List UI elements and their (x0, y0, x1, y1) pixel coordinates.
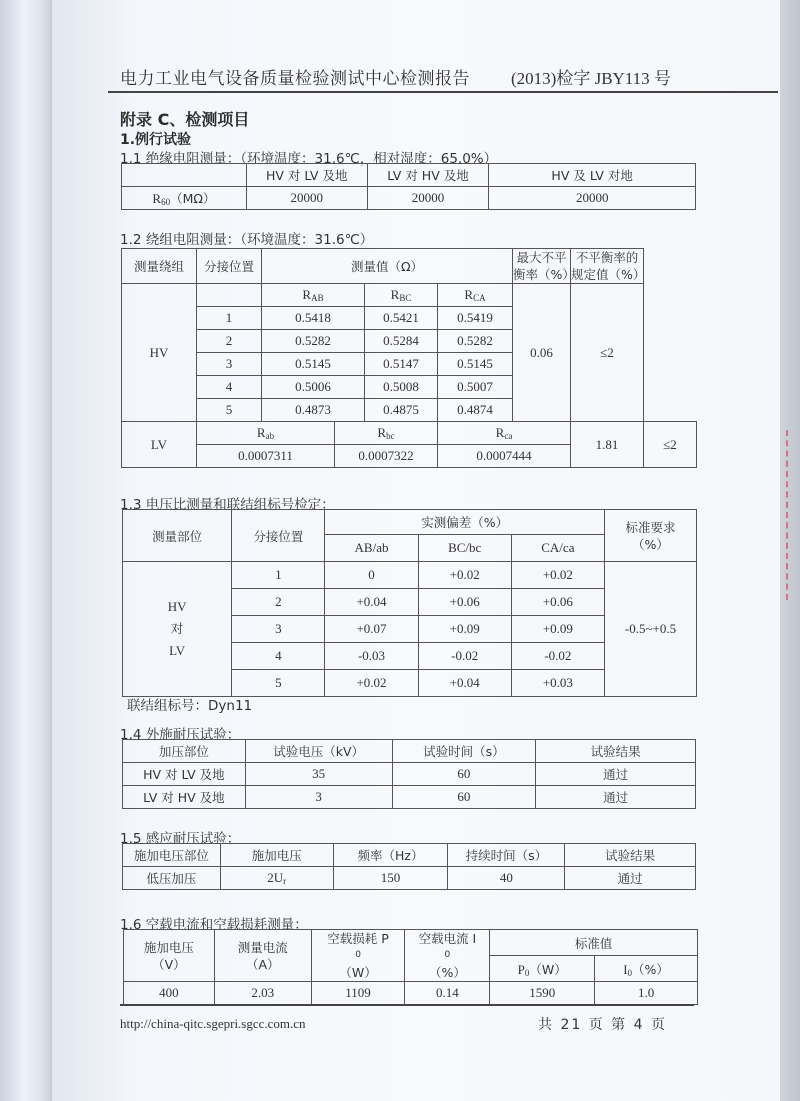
cell-value: 0.5147 (365, 353, 438, 376)
cell-value: LV 对 HV 及地 (123, 786, 246, 809)
header-loss (311, 930, 405, 982)
lv-limit: ≤2 (644, 422, 697, 468)
cell-value: +0.09 (511, 616, 604, 643)
cell-value: 40 (448, 867, 565, 890)
header-current (214, 930, 311, 982)
cell-value: 3 (245, 786, 392, 809)
tap-cell: 5 (232, 670, 325, 697)
text: R (464, 287, 474, 302)
text: 标准要求 (625, 519, 676, 535)
tap-cell: 3 (197, 353, 262, 376)
header-tap: 分接位置 (232, 510, 325, 562)
text: R (377, 425, 387, 440)
lv-max-unbalance: 1.81 (571, 422, 644, 468)
winding-caption: 1.2 绕组电阻测量：（环境温度：31.6℃） (120, 232, 374, 248)
vector-group: 联结组标号：Dyn11 (127, 698, 253, 714)
header-standard: 标准值 (490, 930, 698, 956)
cell-value: 低压加压 (123, 867, 221, 890)
table-row (124, 982, 698, 1005)
text: 空载损耗 P (327, 931, 389, 946)
header-voltage (124, 930, 215, 982)
table-row (123, 562, 697, 589)
text: （%） (632, 536, 669, 552)
column-header: 试验电压（kV） (245, 740, 392, 763)
induced-caption: 1.5 感应耐压试验： (120, 831, 241, 847)
report-header-title: 电力工业电气设备质量检验测试中心检测报告 (120, 69, 470, 89)
empty-cell (197, 284, 262, 307)
hv-limit: ≤2 (571, 284, 644, 422)
header-part: 测量部位 (123, 510, 232, 562)
header-winding: 测量绕组 (122, 249, 197, 284)
text: R (256, 425, 266, 440)
text: （%） (632, 961, 669, 977)
cell-value: 150 (333, 867, 448, 890)
cell-value: 1.0 (595, 982, 698, 1005)
tap-cell: 1 (197, 307, 262, 330)
cell-value: +0.06 (418, 589, 511, 616)
column-header: 加压部位 (123, 740, 246, 763)
cell-value: 通过 (536, 786, 696, 809)
table-row (123, 763, 696, 786)
cell-value: 0.5145 (438, 353, 513, 376)
red-seal-stamp (786, 430, 794, 600)
cell-value: 0.14 (405, 982, 490, 1005)
text: 最大不平 (516, 250, 567, 265)
text: BC (399, 293, 412, 303)
header-divider (108, 91, 778, 93)
cell-value: 0.5006 (262, 376, 365, 399)
column-header: HV 及 LV 对地 (489, 164, 696, 187)
text: （W） (339, 965, 377, 980)
text: 0 (524, 967, 530, 978)
cell-value: 1590 (490, 982, 595, 1005)
tap-cell: 2 (232, 589, 325, 616)
text: 0 (444, 950, 451, 960)
col-ca: CA/ca (511, 535, 604, 562)
header-standard (604, 510, 696, 562)
header-std-p0 (490, 956, 595, 982)
column-header: 施加电压 (220, 844, 333, 867)
text: ab (265, 431, 275, 441)
col-ab: AB/ab (325, 535, 418, 562)
section-title: 1.例行试验 (120, 132, 192, 148)
label-main: R (152, 191, 162, 206)
text: HV (167, 599, 187, 614)
cell-value: 0.0007444 (438, 445, 571, 468)
text: 空载电流 I (418, 931, 477, 946)
cell-value: 1109 (311, 982, 405, 1005)
cell-value: +0.03 (511, 670, 604, 697)
text: R (390, 287, 400, 302)
header-deviation: 实测偏差（%） (325, 510, 605, 535)
appendix-title: 附录 C、检测项目 (120, 110, 250, 129)
text: 规定值（%） (571, 267, 646, 282)
text: LV (169, 643, 186, 658)
applied-voltage-table (122, 739, 696, 809)
insulation-table (121, 163, 696, 210)
cell-value: +0.09 (418, 616, 511, 643)
cell-value: 20000 (246, 187, 367, 210)
column-header: HV 对 LV 及地 (246, 164, 367, 187)
cell-value: 20000 (489, 187, 696, 210)
text: I (623, 961, 628, 977)
text: bc (386, 431, 395, 441)
text: 0 (355, 950, 361, 960)
cell-value: 60 (392, 786, 536, 809)
cell-value: 0.5008 (365, 376, 438, 399)
text: 不平衡率的 (575, 250, 639, 265)
text: （%） (428, 965, 466, 980)
text: CA (473, 293, 486, 303)
table-row (123, 786, 696, 809)
col-rca-lv (438, 422, 571, 445)
applied-caption: 1.4 外施耐压试验： (120, 727, 241, 743)
cell-value: 0.0007322 (335, 445, 438, 468)
ratio-table (122, 509, 697, 697)
tap-cell: 4 (197, 376, 262, 399)
tap-cell: 4 (232, 643, 325, 670)
header-max-unbalance (513, 249, 575, 284)
cell-value (220, 867, 333, 890)
cell-value: +0.06 (511, 589, 604, 616)
cell-value: 通过 (565, 867, 696, 890)
induced-voltage-table (122, 843, 696, 890)
cell-value: +0.04 (418, 670, 511, 697)
winding-table (121, 248, 697, 468)
standard-value: -0.5~+0.5 (604, 562, 696, 697)
column-header: 试验结果 (536, 740, 696, 763)
empty-header-cell (122, 164, 247, 187)
cell-value: 400 (124, 982, 215, 1005)
cell-value: 0.4874 (438, 399, 513, 422)
cell-value: 0.5418 (262, 307, 365, 330)
cell-value: 0.5282 (262, 330, 365, 353)
cell-value: 35 (245, 763, 392, 786)
report-number: (2013)检字 JBY113 号 (511, 69, 671, 88)
ratio-caption: 1.3 电压比测量和联结组标号检定： (120, 497, 335, 513)
cell-value: +0.02 (418, 562, 511, 589)
col-rbc (365, 284, 438, 307)
footer-url: http://china-qitc.sgepri.sgcc.com.cn (120, 1016, 306, 1031)
row-label (122, 187, 247, 210)
cell-value: 20000 (367, 187, 489, 210)
cell-value: 0.5421 (365, 307, 438, 330)
cell-value: 0.0007311 (197, 445, 335, 468)
cell-value: 0.5284 (365, 330, 438, 353)
col-rca (438, 284, 513, 307)
header-i0 (405, 930, 490, 982)
cell-value: 0.5007 (438, 376, 513, 399)
text: 衡率（%） (513, 267, 575, 282)
insulation-caption: 1.1 绝缘电阻测量：（环境温度：31.6℃，相对湿度：65.0%） (120, 151, 498, 167)
text: 2U (267, 870, 284, 885)
text: AB (311, 293, 324, 303)
cell-value: -0.03 (325, 643, 418, 670)
book-binding (0, 0, 52, 1101)
cell-value: -0.02 (511, 643, 604, 670)
cell-value: -0.02 (418, 643, 511, 670)
text: 测量电流 (237, 939, 288, 955)
cell-value: HV 对 LV 及地 (123, 763, 246, 786)
column-header: LV 对 HV 及地 (367, 164, 489, 187)
part-hv-lv (123, 562, 232, 697)
cell-value: +0.02 (325, 670, 418, 697)
label-unit: （MΩ） (170, 191, 216, 206)
cell-value: 0.4873 (262, 399, 365, 422)
text: R (495, 425, 505, 440)
column-header: 施加电压部位 (123, 844, 221, 867)
column-header: 试验时间（s） (392, 740, 536, 763)
cell-value: 2.03 (214, 982, 311, 1005)
column-header: 试验结果 (565, 844, 696, 867)
cell-value: +0.04 (325, 589, 418, 616)
hv-label: HV (122, 284, 197, 422)
text: ca (504, 431, 513, 441)
header-measured: 测量值（Ω） (262, 249, 513, 284)
table-row (123, 867, 696, 890)
tap-cell: 5 (197, 399, 262, 422)
cell-value: +0.07 (325, 616, 418, 643)
header-tap: 分接位置 (197, 249, 262, 284)
header-std-i0 (595, 956, 698, 982)
header-limit (571, 249, 644, 284)
label-sub: 60 (161, 197, 171, 207)
col-rab-lv (197, 422, 335, 445)
column-header: 持续时间（s） (448, 844, 565, 867)
text: R (302, 287, 312, 302)
cell-value: 0.5419 (438, 307, 513, 330)
tap-cell: 3 (232, 616, 325, 643)
cell-value: 0 (325, 562, 418, 589)
cell-value: 0.5282 (438, 330, 513, 353)
noload-caption: 1.6 空载电流和空载损耗测量： (120, 917, 308, 933)
text: （W） (529, 961, 567, 977)
text: r (283, 876, 287, 886)
hv-max-unbalance: 0.06 (513, 284, 571, 422)
lv-label: LV (122, 422, 197, 468)
cell-value: 60 (392, 763, 536, 786)
footer-divider (120, 1004, 694, 1006)
cell-value: 通过 (536, 763, 696, 786)
col-bc: BC/bc (418, 535, 511, 562)
tap-cell: 1 (232, 562, 325, 589)
col-rab (262, 284, 365, 307)
text: P (517, 961, 525, 977)
cell-value: +0.02 (511, 562, 604, 589)
text: （V） (152, 956, 186, 972)
page-number: 共 21 页 第 4 页 (538, 1017, 667, 1033)
text: 施加电压 (143, 939, 194, 955)
text: 0 (627, 967, 633, 978)
tap-cell: 2 (197, 330, 262, 353)
column-header: 频率（Hz） (333, 844, 448, 867)
text: （A） (245, 956, 280, 972)
text: 对 (170, 621, 184, 636)
cell-value: 0.4875 (365, 399, 438, 422)
cell-value: 0.5145 (262, 353, 365, 376)
col-rbc-lv (335, 422, 438, 445)
noload-table (123, 929, 698, 1005)
